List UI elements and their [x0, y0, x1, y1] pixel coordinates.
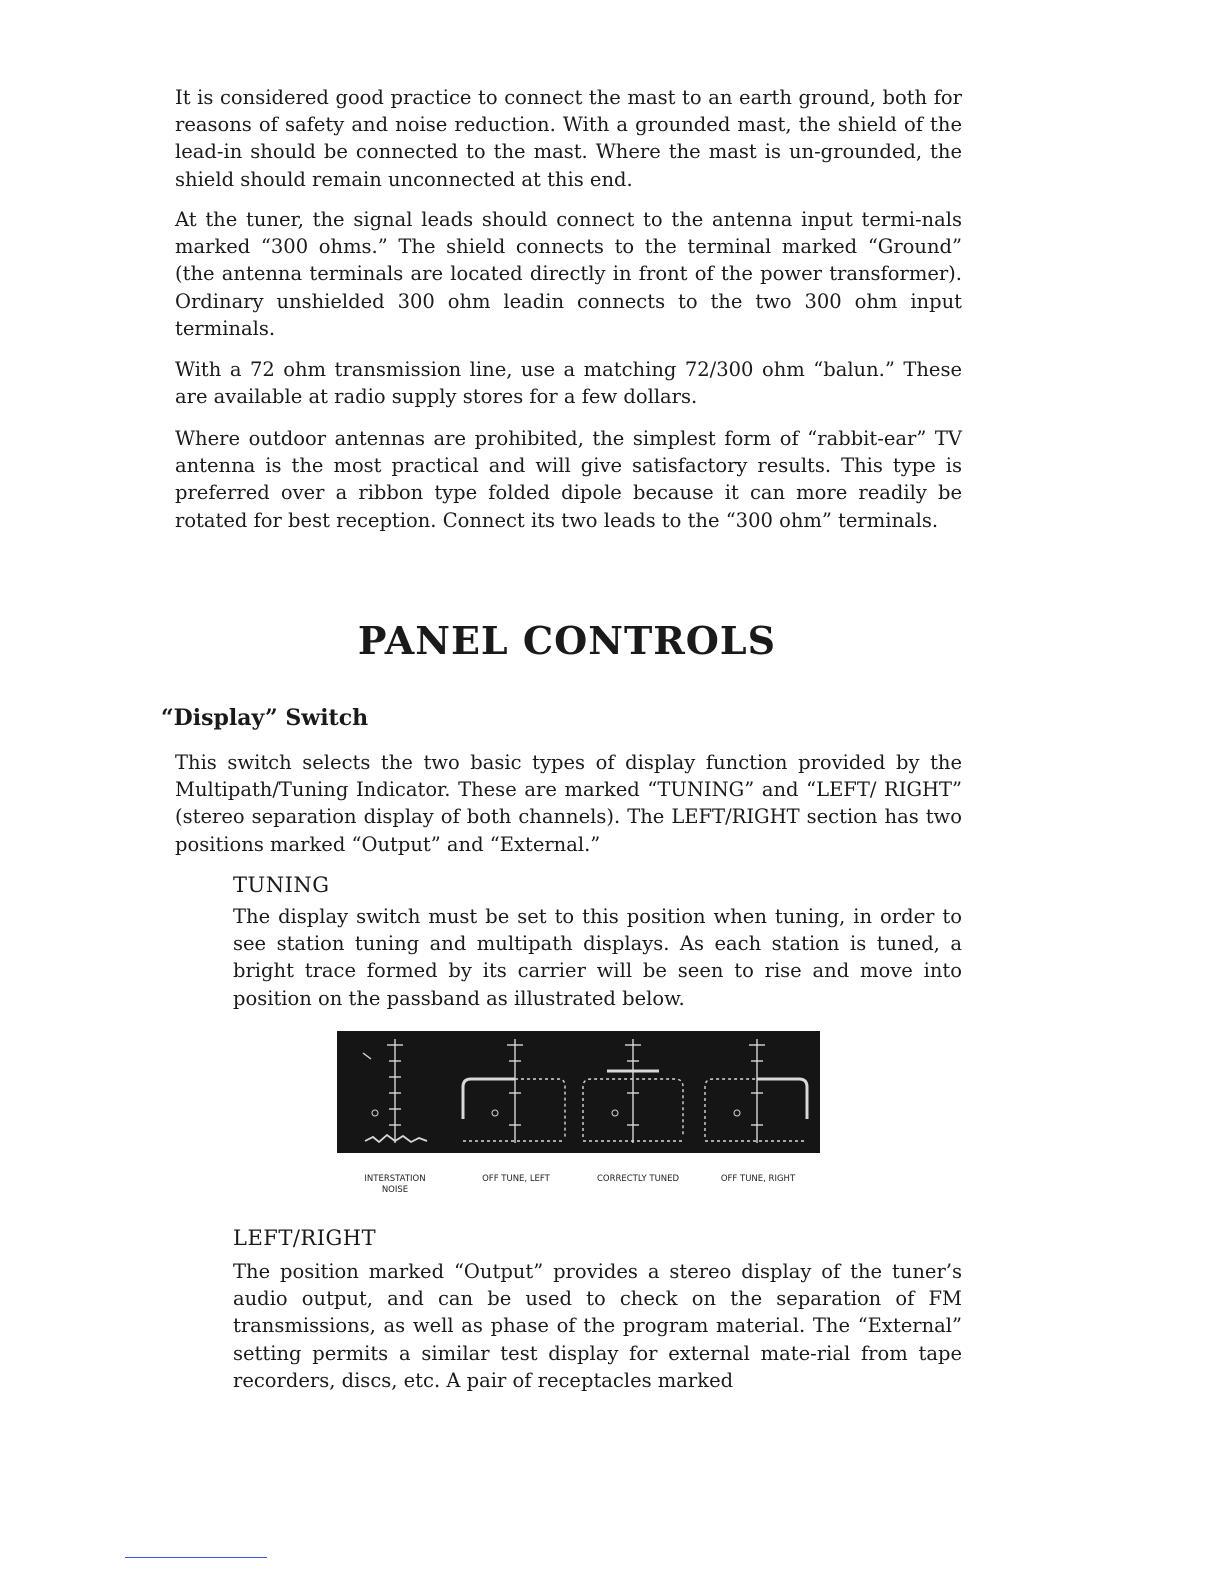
left-right-description: The position marked “Output” provides a stereo display of the tuner’s audio output, and can be used to check on the separation of FM transmissions, as well as phase of the program material. The “External” setting permits a similar test display for external mate-rial from tape recorders, discs, etc. A pair of receptacles marked — [233, 1260, 962, 1392]
section-title: PANEL CONTROLS — [357, 618, 777, 663]
display-switch-heading: “Display” Switch — [161, 705, 369, 731]
paragraph-balun: With a 72 ohm transmission line, use a matching 72/300 ohm “balun.” These are available at radio supply stores for a few dollars. — [175, 358, 962, 409]
left-right-heading: LEFT/RIGHT — [233, 1226, 377, 1250]
tuning-display-figure — [337, 1031, 820, 1153]
caption-off-tune-left: OFF TUNE, LEFT — [482, 1174, 550, 1184]
footnote-rule — [125, 1557, 267, 1558]
caption-off-tune-right: OFF TUNE, RIGHT — [720, 1174, 796, 1184]
oscilloscope-traces — [337, 1031, 820, 1153]
figure-captions — [337, 1174, 820, 1204]
display-switch-description: This switch selects the two basic types of display function provided by the Multipath/Tuning Indicator. These are marked “TUNING” and “LEFT/ RIGHT” (stereo separation display of both channels). The LEFT/RIGHT section has two positions marked “Output” and “External.” — [175, 751, 962, 856]
caption-interstation-noise: INTERSTATION NOISE — [364, 1174, 426, 1195]
paragraph-rabbit-ear: Where outdoor antennas are prohibited, the simplest form of “rabbit-ear” TV antenna is the most practical and will give satisfactory results. This type is preferred over a ribbon type folded dipole because it can more readily be rotated for best reception. Connect its two leads to the “300 ohm” terminals. — [175, 427, 962, 532]
caption-correctly-tuned: CORRECTLY TUNED — [596, 1174, 680, 1184]
paragraph-antenna-terminals: At the tuner, the signal leads should connect to the antenna input termi-nals marked “300 ohms.” The shield connects to the terminal marked “Ground” (the antenna terminals are located directly in front of the power transformer). Ordinary unshielded 300 ohm leadin connects to the two 300 ohm input terminals. — [175, 208, 962, 340]
tuning-description: The display switch must be set to this position when tuning, in order to see station tuning and multipath displays. As each station is tuned, a bright trace formed by its carrier will be seen to rise and move into position on the passband as illustrated below. — [233, 905, 962, 1010]
tuning-heading: TUNING — [233, 873, 330, 897]
paragraph-grounding: It is considered good practice to connect the mast to an earth ground, both for reasons of safety and noise reduction. With a grounded mast, the shield of the lead-in should be connected to the mast. Where the mast is un-grounded, the shield should remain unconnected at this end. — [175, 86, 962, 191]
